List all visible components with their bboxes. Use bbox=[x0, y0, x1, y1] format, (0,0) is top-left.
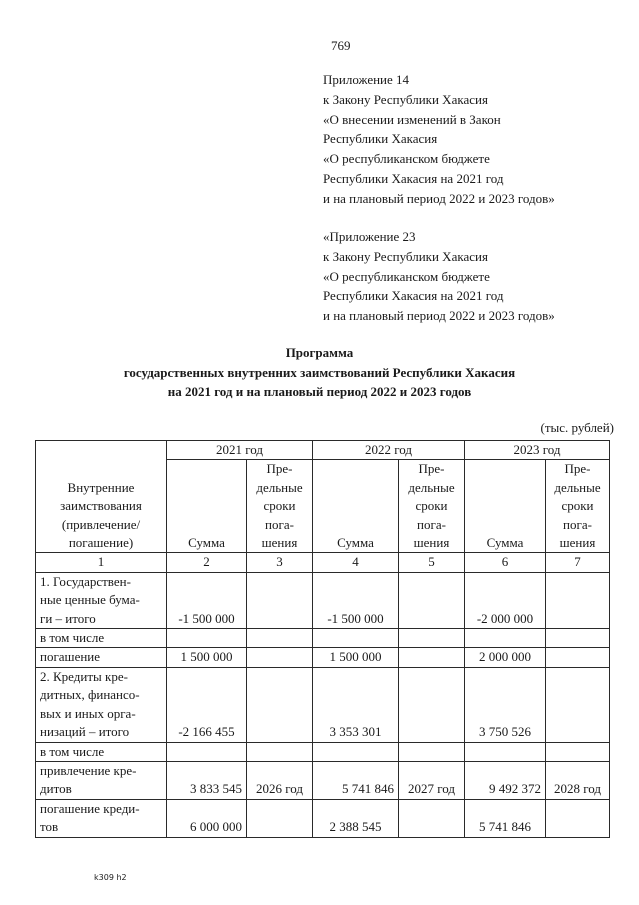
row-label: в том числе bbox=[36, 742, 167, 761]
annex-new-line: Приложение 14 bbox=[323, 72, 410, 87]
term-2021: 2026 год bbox=[247, 761, 313, 799]
term-2021 bbox=[247, 572, 313, 628]
term-2021 bbox=[247, 667, 313, 742]
table-row bbox=[36, 629, 610, 648]
empty-cell bbox=[546, 629, 610, 648]
annex-new-line: Республики Хакасия bbox=[323, 131, 438, 147]
column-number: 5 bbox=[399, 553, 465, 572]
table-row bbox=[36, 799, 610, 837]
amount-2022: -1 500 000 bbox=[313, 572, 399, 628]
column-number: 6 bbox=[465, 553, 546, 572]
header-borrowings: Внутренние заимствования (привлечение/ погашение) bbox=[36, 441, 167, 553]
document-title bbox=[0, 343, 639, 402]
annex-old-line: «Приложение 23 bbox=[323, 229, 416, 244]
table-row bbox=[36, 761, 610, 799]
amount-2021: -2 166 455 bbox=[167, 667, 247, 742]
row-label: погашение креди- тов bbox=[36, 799, 167, 837]
annex-old-line: Республики Хакасия на 2021 год bbox=[323, 288, 504, 304]
amount-2023: 9 492 372 bbox=[465, 761, 546, 799]
empty-cell bbox=[399, 742, 465, 761]
empty-cell bbox=[313, 629, 399, 648]
annex-new-header bbox=[323, 70, 555, 209]
annex-new-line: Республики Хакасия на 2021 год bbox=[323, 170, 504, 186]
title-line: Программа bbox=[285, 345, 354, 360]
header-term: Пре- дельные сроки пога- шения bbox=[399, 460, 465, 553]
header-year-2022: 2022 год bbox=[313, 441, 465, 460]
footer-code: k309 h2 bbox=[94, 873, 127, 882]
table-row bbox=[36, 648, 610, 667]
header-term: Пре- дельные сроки пога- шения bbox=[247, 460, 313, 553]
term-2021 bbox=[247, 648, 313, 667]
annex-new-line: к Закону Республики Хакасия bbox=[323, 91, 488, 107]
header-row-years bbox=[36, 441, 610, 460]
row-label: погашение bbox=[36, 648, 167, 667]
empty-cell bbox=[465, 742, 546, 761]
column-number: 4 bbox=[313, 553, 399, 572]
column-number: 2 bbox=[167, 553, 247, 572]
title-line: на 2021 год и на плановый период 2022 и 2023 годов bbox=[167, 384, 472, 399]
annex-old-line: «О республиканском бюджете bbox=[323, 268, 490, 284]
amount-2021: 6 000 000 bbox=[167, 799, 247, 837]
annex-old-line: к Закону Республики Хакасия bbox=[323, 248, 488, 264]
page-number: 769 bbox=[331, 38, 351, 53]
term-2022 bbox=[399, 799, 465, 837]
table-row bbox=[36, 572, 610, 628]
term-2022 bbox=[399, 667, 465, 742]
term-2023 bbox=[546, 648, 610, 667]
column-number: 1 bbox=[36, 553, 167, 572]
term-2023 bbox=[546, 667, 610, 742]
empty-cell bbox=[247, 629, 313, 648]
header-year-2023: 2023 год bbox=[465, 441, 610, 460]
column-number: 7 bbox=[546, 553, 610, 572]
amount-2021: 3 833 545 bbox=[167, 761, 247, 799]
annex-old-header bbox=[323, 227, 555, 326]
amount-2021: 1 500 000 bbox=[167, 648, 247, 667]
amount-2022: 5 741 846 bbox=[313, 761, 399, 799]
empty-cell bbox=[465, 629, 546, 648]
units-label: (тыс. рублей) bbox=[540, 420, 614, 435]
amount-2023: -2 000 000 bbox=[465, 572, 546, 628]
header-term: Пре- дельные сроки пога- шения bbox=[546, 460, 610, 553]
header-sum: Сумма bbox=[465, 460, 546, 553]
term-2023: 2028 год bbox=[546, 761, 610, 799]
column-number: 3 bbox=[247, 553, 313, 572]
empty-cell bbox=[546, 742, 610, 761]
term-2022: 2027 год bbox=[399, 761, 465, 799]
header-sum: Сумма bbox=[167, 460, 247, 553]
empty-cell bbox=[167, 629, 247, 648]
borrowing-table bbox=[35, 440, 610, 838]
empty-cell bbox=[247, 742, 313, 761]
annex-new-line: и на плановый период 2022 и 2023 годов» bbox=[323, 190, 555, 206]
table-row bbox=[36, 742, 610, 761]
title-line: государственных внутренних заимствований Республики Хакасия bbox=[123, 364, 516, 380]
term-2023 bbox=[546, 799, 610, 837]
term-2022 bbox=[399, 648, 465, 667]
amount-2022: 2 388 545 bbox=[313, 799, 399, 837]
amount-2022: 3 353 301 bbox=[313, 667, 399, 742]
header-year-2021: 2021 год bbox=[167, 441, 313, 460]
amount-2023: 5 741 846 bbox=[465, 799, 546, 837]
term-2022 bbox=[399, 572, 465, 628]
row-label: 1. Государствен- ные ценные бума- ги – итого bbox=[36, 572, 167, 628]
header-row-numbers bbox=[36, 553, 610, 572]
annex-new-line: «О республиканском бюджете bbox=[323, 151, 490, 167]
row-label: 2. Кредиты кре- дитных, финансо- вых и иных орга- низаций – итого bbox=[36, 667, 167, 742]
amount-2023: 2 000 000 bbox=[465, 648, 546, 667]
annex-old-line: и на плановый период 2022 и 2023 годов» bbox=[323, 308, 555, 324]
empty-cell bbox=[399, 629, 465, 648]
empty-cell bbox=[313, 742, 399, 761]
row-label: в том числе bbox=[36, 629, 167, 648]
empty-cell bbox=[167, 742, 247, 761]
amount-2022: 1 500 000 bbox=[313, 648, 399, 667]
amount-2023: 3 750 526 bbox=[465, 667, 546, 742]
amount-2021: -1 500 000 bbox=[167, 572, 247, 628]
term-2023 bbox=[546, 572, 610, 628]
row-label: привлечение кре- дитов bbox=[36, 761, 167, 799]
term-2021 bbox=[247, 799, 313, 837]
header-sum: Сумма bbox=[313, 460, 399, 553]
table-row bbox=[36, 667, 610, 742]
annex-new-line: «О внесении изменений в Закон bbox=[323, 111, 501, 127]
